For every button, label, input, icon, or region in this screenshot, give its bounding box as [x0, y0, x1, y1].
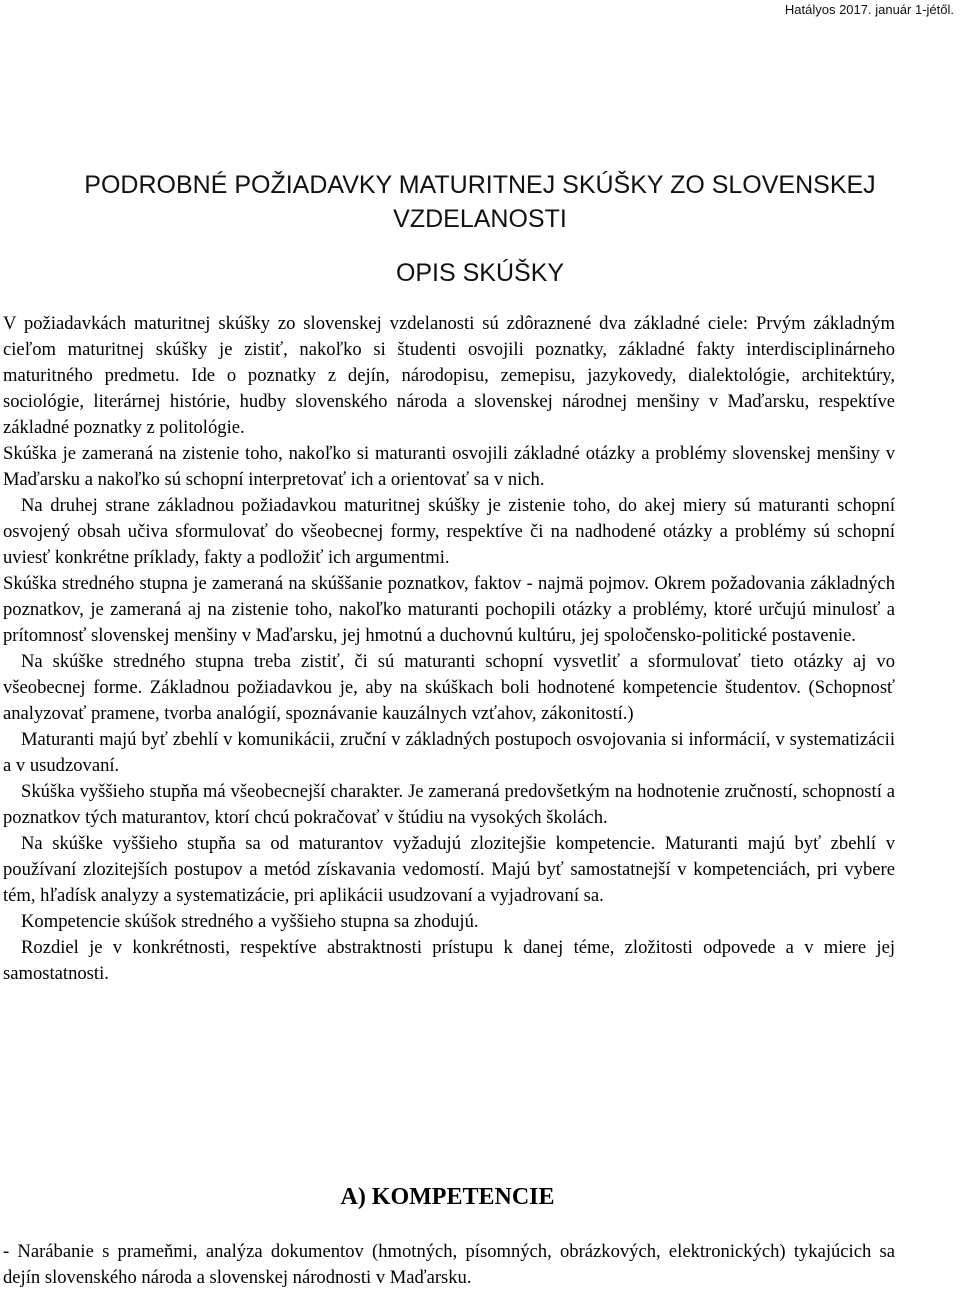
- paragraph-higher-level: Skúška vyššieho stupňa má všeobecnejší charakter. Je zameraná predovšetkým na hodnotenie zručností, schopností a poznatkov tých maturantov, ktorí chcú pokračovať v štúdiu na vysokých školách.: [3, 781, 895, 828]
- document-title: PODROBNÉ POŽIADAVKY MATURITNEJ SKÚŠKY ZO SLOVENSKEJ VZDELANOSTI: [84, 171, 876, 233]
- paragraph-second-goal: Na druhej strane základnou požiadavkou maturitnej skúšky je zistenie toho, do akej miery sú maturanti schopní osvojený obsah učiva sformulovať do všeobecnej formy, respektíve či na nadhodené otázky a problémy sú schopní uviesť konkrétne príklady, fakty a podložiť ich argumentmi.: [3, 495, 895, 568]
- paragraph-higher-level-competences: Na skúške vyššieho stupňa sa od maturantov vyžadujú zlozitejšie kompetencie. Maturanti majú byť zbehlí v používaní zlozitejších postupov a metód získavania vedomostí. Majú byť samostatnejší v kompetenciách, pri vybere tém, hľadísk analyzy a systematizácie, pri aplikácii usudzovaní a vyjadrovaní sa.: [3, 833, 895, 906]
- competence-list: [3, 1239, 895, 1291]
- paragraph-intro: V požiadavkách maturitnej skúšky zo slovenskej vzdelanosti sú zdôraznené dva základné ciele: Prvým základným cieľom maturitnej skúšky je zistiť, nakoľko si študenti osvojili poznatky, základné fakty interdisciplinárneho maturitného predmetu. Ide o poznatky z dejín, národopisu, zemepisu, jazykovedy, dialektológie, architektúry, sociológie, literárnej histórie, hudby slovenského národa a slovenskej národnej menšiny v Maďarsku, respektíve základné poznatky z politológie.: [3, 313, 895, 438]
- document-subtitle: OPIS SKÚŠKY: [395, 259, 565, 287]
- effective-date: Hatályos 2017. január 1-jétől.: [784, 2, 954, 17]
- list-item: - Narábanie s prameňmi, analýza dokumentov (hmotných, písomných, obrázkových, elektronických) tykajúcich sa dejín slovenského národa a slovenskej národnosti v Maďarsku.: [3, 1241, 895, 1288]
- section-heading: A) KOMPETENCIE: [340, 1184, 555, 1210]
- paragraph-minority-focus: Skúška je zameraná na zistenie toho, nakoľko si maturanti osvojili základné otázky a problémy slovenskej menšiny v Maďarsku a nakoľko sú schopní interpretovať ich a orientovať sa v nich.: [3, 443, 895, 490]
- paragraph-competences-match: Kompetencie skúšok stredného a vyššieho stupna sa zhodujú.: [21, 911, 479, 932]
- paragraph-communication: Maturanti majú byť zbehlí v komunikácii, zruční v základných postupoch osvojovania si informácií, v systematizácii a v usudzovaní.: [3, 729, 895, 776]
- paragraph-middle-level-competences: Na skúške stredného stupna treba zistiť, či sú maturanti schopní vysvetliť a sformulovať tieto otázky aj vo všeobecnej forme. Základnou požiadavkou je, aby na skúškach boli hodnotené kompetencie študentov. (Schopnosť analyzovať pramene, tvorba analógií, spoznávanie kauzálnych vzťahov, zákonitostí.): [3, 651, 895, 724]
- paragraph-difference: Rozdiel je v konkrétnosti, respektíve abstraktnosti prístupu k danej téme, zložitosti odpovede a v miere jej samostatnosti.: [3, 937, 895, 984]
- paragraph-middle-level: Skúška stredného stupna je zameraná na skúššanie poznatkov, faktov - najmä pojmov. Okrem požadovania základných poznatkov, je zameraná aj na zistenie toho, nakoľko maturanti pochopili otázky a problémy, ktoré určujú minulosť a prítomnosť slovenskej menšiny v Maďarsku, jej hmotnú a duchovnú kultúru, jej spoločensko-politické postavenie.: [3, 573, 895, 646]
- document-body: [3, 311, 895, 987]
